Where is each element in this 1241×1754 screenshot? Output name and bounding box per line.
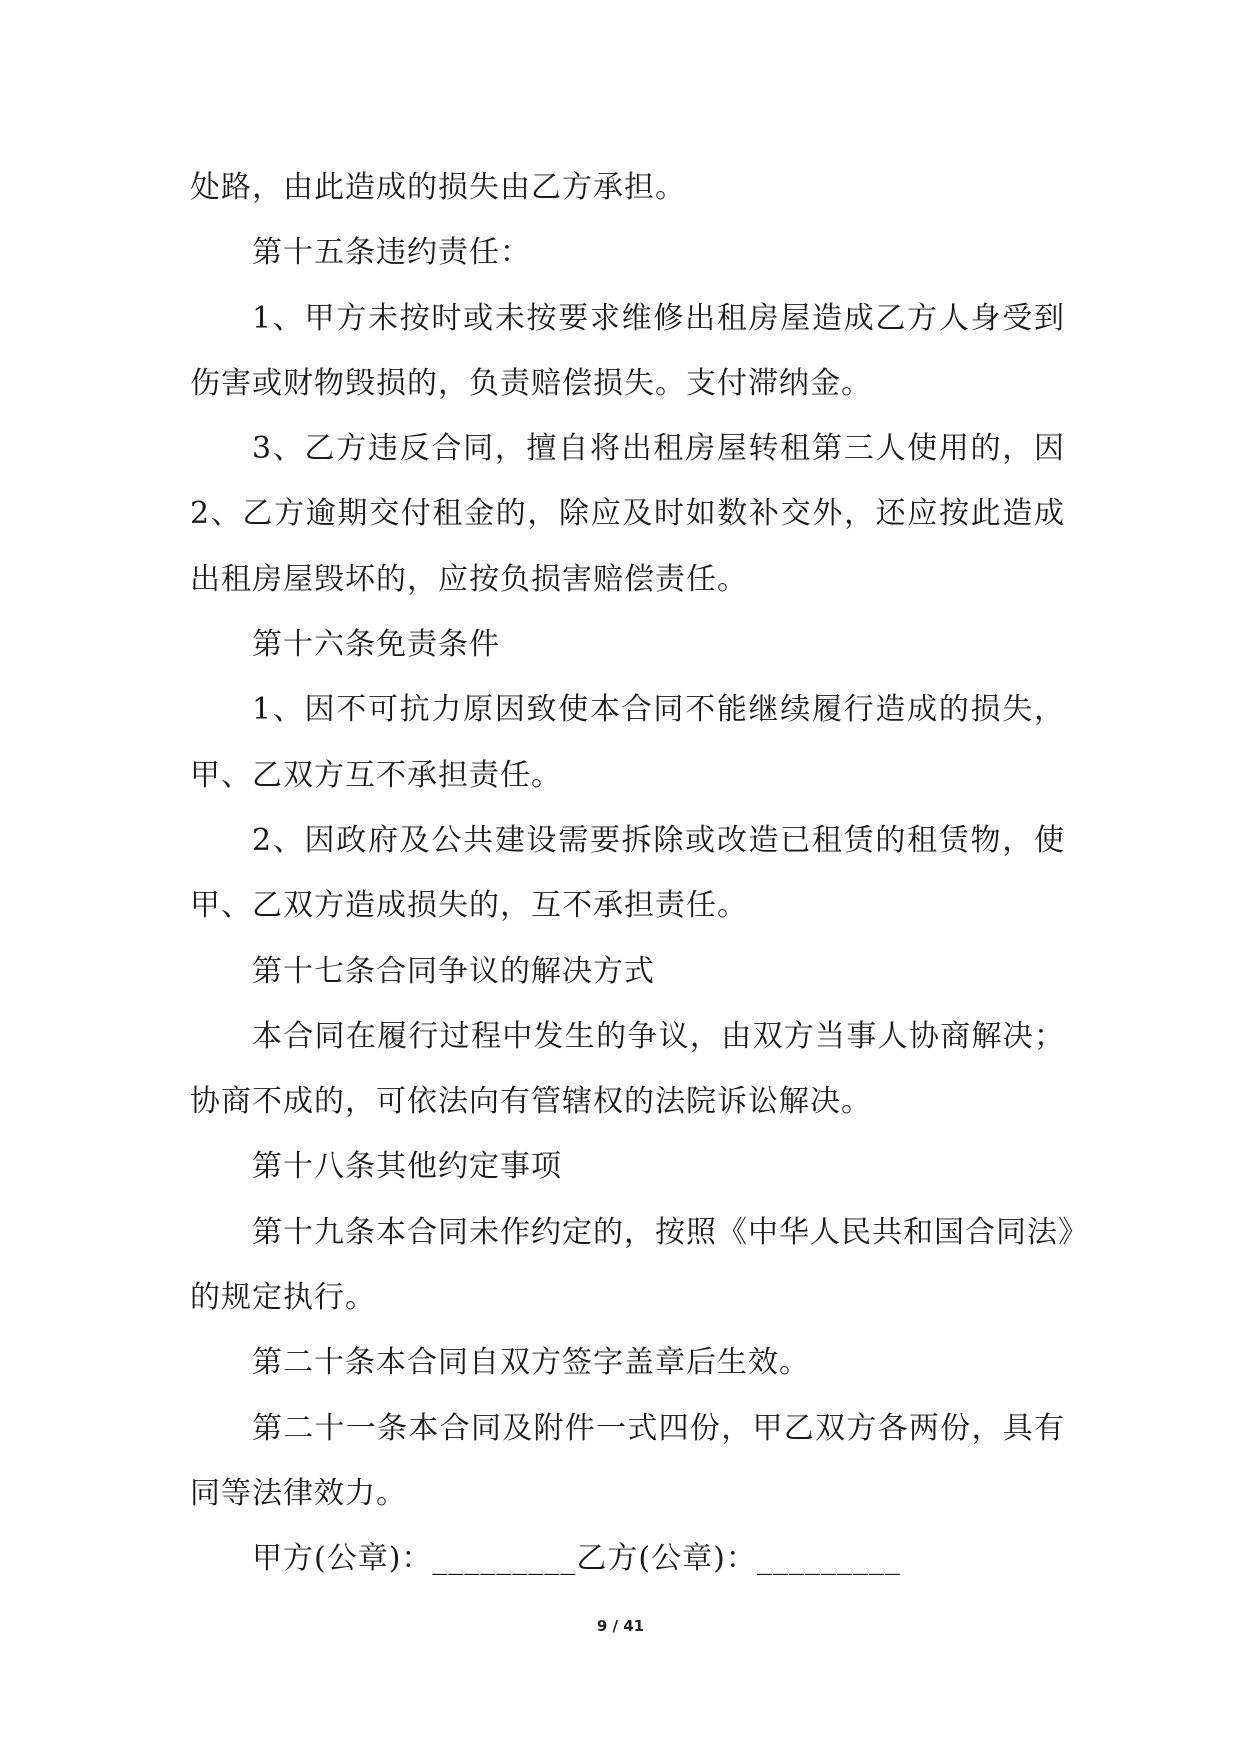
text-line: 伤害或财物毁损的，负责赔偿损失。支付滞纳金。 <box>190 365 872 401</box>
text-line: 1、因不可抗力原因致使本合同不能继续履行造成的损失， <box>252 692 1065 728</box>
section-heading: 第十六条免责条件 <box>252 627 500 663</box>
text-line: 3、乙方违反合同，擅自将出租房屋转租第三人使用的，因 <box>252 431 1065 467</box>
section-heading: 第十七条合同争议的解决方式 <box>252 953 655 989</box>
page-number: 9 / 41 <box>596 1617 645 1635</box>
text-line: 出租房屋毁坏的，应按负损害赔偿责任。 <box>190 561 748 597</box>
section-heading: 第十五条违约责任： <box>252 235 531 271</box>
text-line: 协商不成的，可依法向有管辖权的法院诉讼解决。 <box>190 1084 872 1120</box>
text-line: 的规定执行。 <box>190 1280 376 1316</box>
document-body <box>190 155 1089 1592</box>
text-line: 本合同在履行过程中发生的争议，由双方当事人协商解决； <box>252 1018 1065 1054</box>
signature-line: 甲方(公章)：_________乙方(公章)：_________ <box>252 1541 901 1577</box>
section-heading: 第十八条其他约定事项 <box>252 1149 562 1185</box>
text-line: 第十九条本合同未作约定的，按照《中华人民共和国合同法》 <box>252 1214 1089 1250</box>
text-line: 处路，由此造成的损失由乙方承担。 <box>190 170 686 205</box>
text-line: 第二十一条本合同及附件一式四份，甲乙双方各两份，具有 <box>252 1410 1065 1446</box>
text-line: 同等法律效力。 <box>190 1475 407 1511</box>
text-line: 甲、乙双方造成损失的，互不承担责任。 <box>190 888 748 924</box>
text-line: 2、因政府及公共建设需要拆除或改造已租赁的租赁物，使 <box>252 822 1065 858</box>
text-line: 第二十条本合同自双方签字盖章后生效。 <box>252 1345 810 1381</box>
text-line: 甲、乙双方互不承担责任。 <box>190 757 562 793</box>
text-line: 1、甲方未按时或未按要求维修出租房屋造成乙方人身受到 <box>252 300 1065 336</box>
text-line: 2、乙方逾期交付租金的，除应及时如数补交外，还应按此造成 <box>190 496 1065 532</box>
